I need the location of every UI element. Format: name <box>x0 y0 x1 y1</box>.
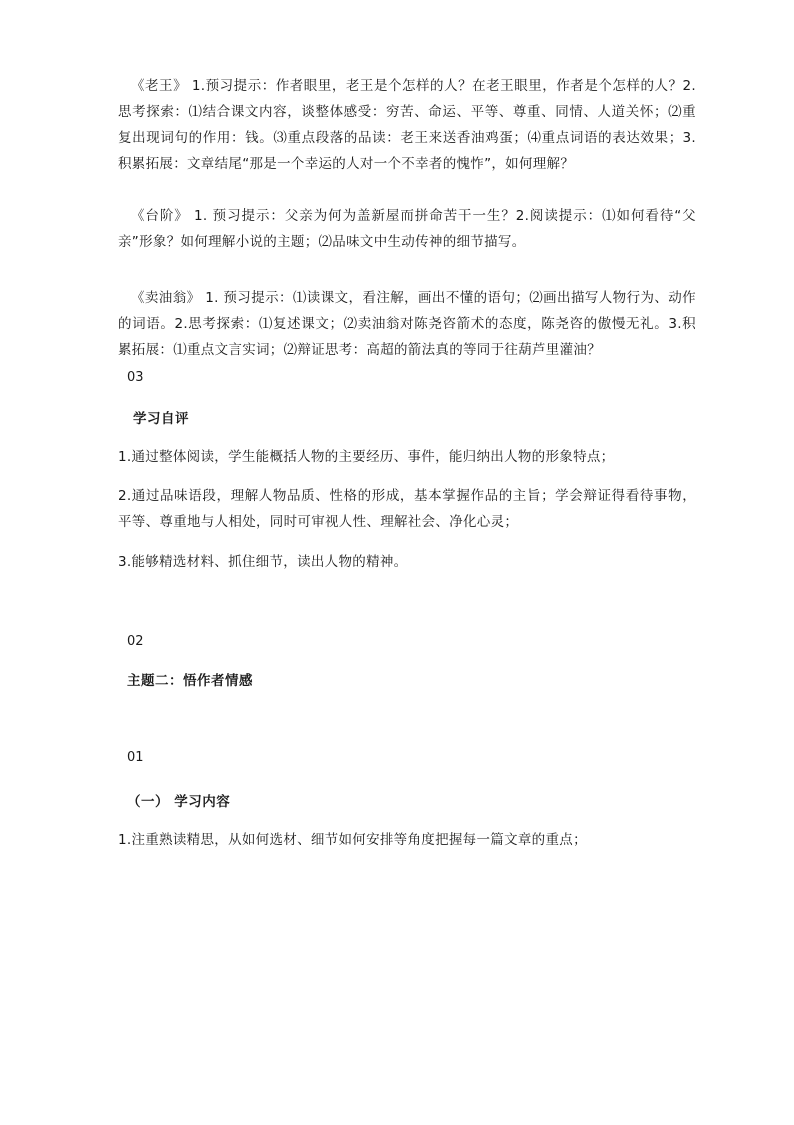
paragraph-laowang: 《老王》 1.预习提示：作者眼里，老王是个怎样的人？在老王眼里，作者是个怎样的人？2.思考探索：⑴结合课文内容，谈整体感受：穷苦、命运、平等、尊重、同情、人道关怀；⑵重复出现词句的作用：钱。⑶重点段落的品读：老王来送香油鸡蛋；⑷重点词语的表达效果；3.积累拓展：文章结尾“那是一个幸运的人对一个不幸者的愧怍”，如何理解？ <box>118 78 696 172</box>
section-number-03: 03 <box>127 370 144 385</box>
paragraph-maiyouweng: 《卖油翁》 1. 预习提示：⑴读课文，看注解，画出不懂的语句；⑵画出描写人物行为、动作的词语。2.思考探索：⑴复述课文；⑵卖油翁对陈尧咨箭术的态度，陈尧咨的傲慢无礼。3.积累拓展：⑴重点文言实词；⑵辩证思考：高超的箭法真的等同于往葫芦里灌油？ <box>118 290 696 358</box>
learning-content-item-1: 1.注重熟读精思，从如何选材、细节如何安排等角度把握每一篇文章的重点； <box>118 832 587 848</box>
paragraph-taijie: 《台阶》 1. 预习提示：父亲为何为盖新屋而拼命苦干一生？2.阅读提示：⑴如何看待“父亲”形象？如何理解小说的主题；⑵品味文中生动传神的细节描写。 <box>118 208 696 250</box>
self-eval-item-2: 2.通过品味语段，理解人物品质、性格的形成，基本掌握作品的主旨；学会辩证得看待事物，平等、尊重地与人相处，同时可审视人性、理解社会、净化心灵； <box>118 488 696 530</box>
self-eval-item-1: 1.通过整体阅读，学生能概括人物的主要经历、事件，能归纳出人物的形象特点； <box>118 449 615 465</box>
section-number-01: 01 <box>127 750 144 765</box>
theme-number-02: 02 <box>127 634 144 649</box>
self-eval-item-3: 3.能够精选材料、抓住细节，读出人物的精神。 <box>118 554 408 570</box>
theme-title: 主题二：悟作者情感 <box>127 673 253 689</box>
section-heading-learning-content: （一） 学习内容 <box>127 794 231 810</box>
section-heading-self-evaluation: 学习自评 <box>133 411 189 427</box>
